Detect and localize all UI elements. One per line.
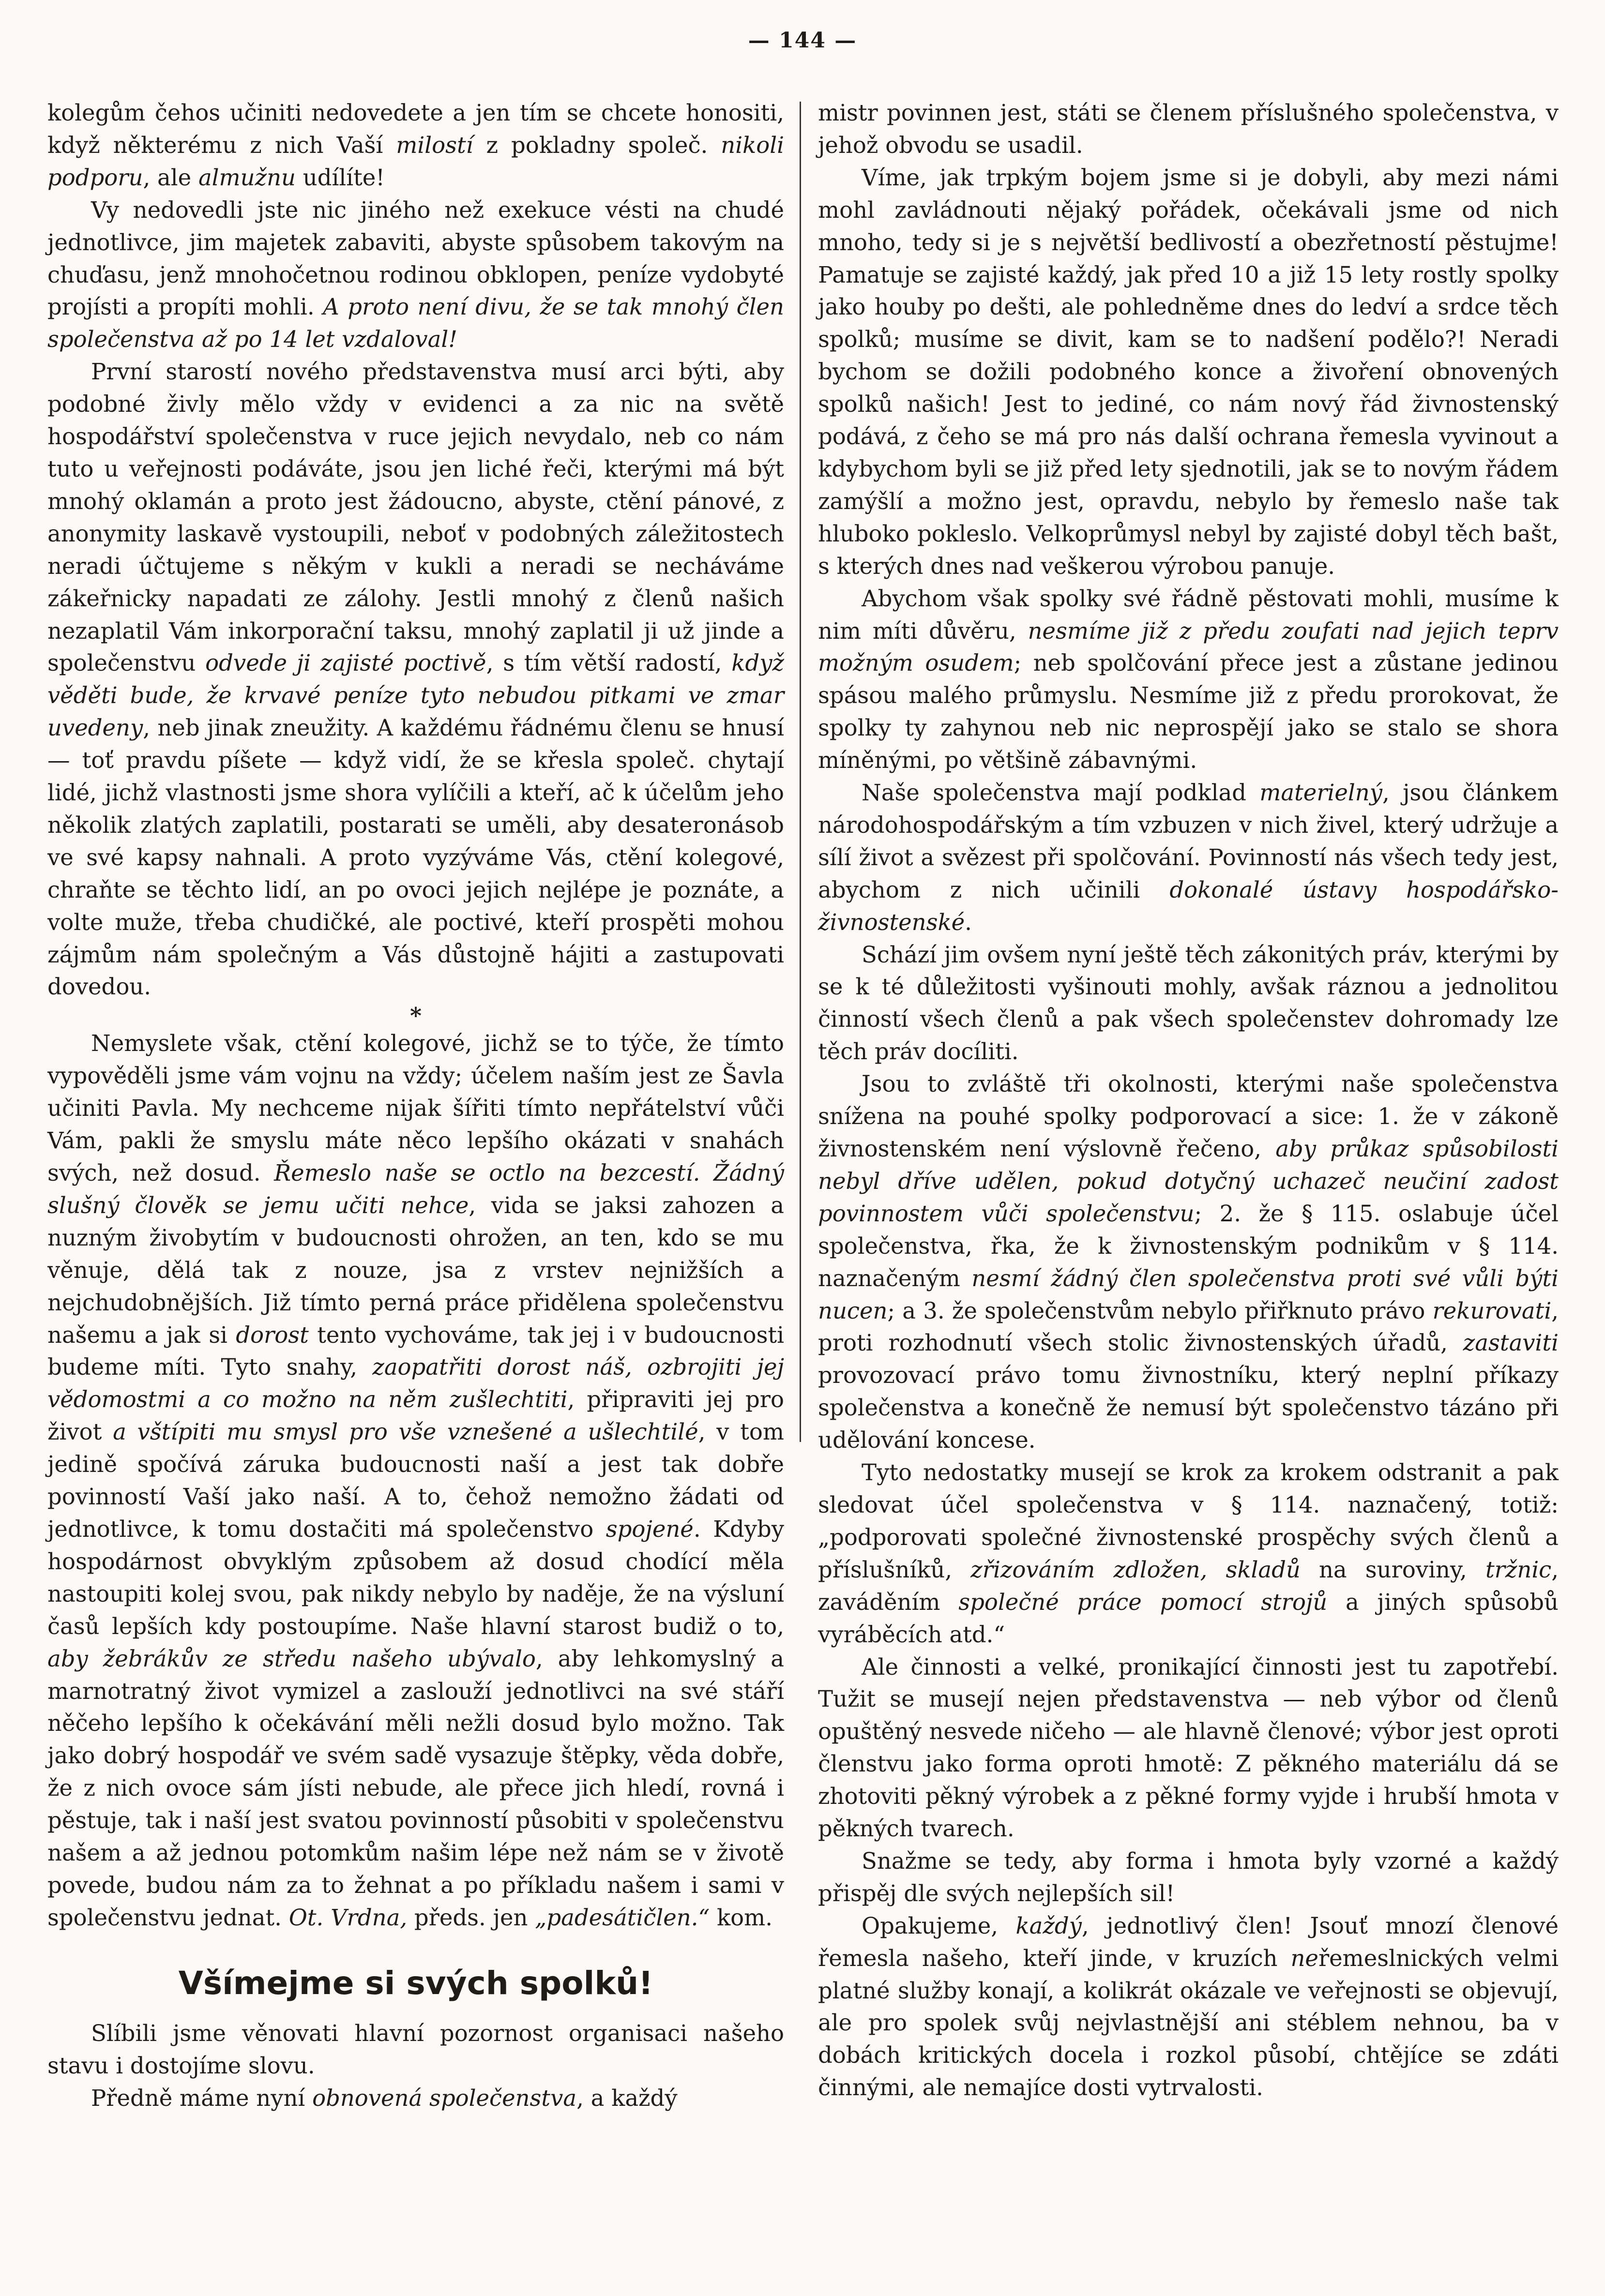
page-number: — 144 — [748,28,857,53]
paragraph: Vy nedovedli jste nic jiného než exekuce vésti na chudé jednotlivce, jim majetek zabaviti, abyste spůsobem takovým na chuďasu, jenž mnohočetnou rodinou obklopen, peníze vydobyté projísti a propíti mohli. A proto není divu, že se tak mnohý člen společenstva až po 14 let vzdaloval! [47,196,785,353]
paragraph: Slíbili jsme věnovati hlavní pozornost organisaci našeho stavu i dostojíme slovu. [47,2020,784,2079]
column-divider [800,102,801,1442]
section-separator-star: * [409,1003,422,1029]
paragraph: Snažme se tedy, aby forma i hmota byly vzorné a každý přispěj dle svých nejlepších sil! [818,1847,1559,1906]
left-column [47,97,784,2114]
paragraph: Ale činnosti a velké, pronikající činnosti jest tu zapotřebí. Tužit se musejí nejen představenstva — neb výbor od členů opuštěný nesvede ničeho — ale hlavně členové; výbor jest oproti členstvu jako forma oproti hmotě: Z pěkného materiálu dá se zhotoviti pěkný výrobek a z pěkné formy vyjde i hrubší hmota v pěkných tvarech. [818,1653,1559,1842]
paragraph: První starostí nového představenstva musí arci býti, aby podobné živly mělo vždy v evidenci a za nic na světě hospodářství společenstva v ruce jejich nevydalo, neb co nám tuto u veřejnosti podáváte, jsou jen liché řeči, kterými má být mnohý oklamán a proto jest žádoucno, abyste, ctění pánové, z anonymity laskavě vystoupili, neboť v podobných záležitostech neradi účtujeme s někým v kukli a neradi se necháváme zákeřnicky napadati ze zálohy. Jestli mnohý z členů našich nezaplatil Vám inkorporační taksu, mnohý zaplatil ji už jinde a společenstvu odvede ji zajisté poctivě, s tím větší radostí, když věděti bude, že krvavé peníze tyto nebudou pitkami ve zmar uvedeny, neb jinak zneužity. A každému řádnému členu se hnusí — toť pravdu píšete — když vidí, že se křesla společ. chytají lidé, jichž vlastnosti jsme shora vylíčili a kteří, ač k účelům jeho několik zlatých zaplatili, postarati se uměli, aby desateronásob ve své kapsy nahnali. A proto vyzýváme Vás, ctění kolegové, chraňte se těchto lidí, an po ovoci jejich nejlépe je poznáte, a volte muže, třeba chudičké, ale poctivé, kteří prospěti mohou zájmům nám společným a Vás důstojně hájiti a zastupovati dovedou. [47,359,784,1000]
section-heading: Všímejme si svých spolků! [178,1964,653,2002]
paragraph: Schází jim ovšem nyní ještě těch zákonitých práv, kterými by se k té důležitosti vyšinouti mohly, avšak ráznou a jednolitou činností všech členů a pak všech společenstev dohromady lze těch práv docíliti. [818,941,1559,1065]
paragraph: Předně máme nyní obnovená společenstva, a každý [91,2085,678,2111]
paragraph: mistr povinnen jest, státi se členem příslušného společenstva, v jehož obvodu se usadil. [818,100,1559,158]
right-column [818,97,1559,2104]
paragraph: Tyto nedostatky musejí se krok za krokem odstranit a pak sledovat účel společenstva v § 114. naznačený, totiž: „podporovati společné živnostenské prospěchy svých členů a příslušníků, zřizováním zdložen, skladů na suroviny, tržnic, zaváděním společné práce pomocí strojů a jiných spůsobů vyráběcích atd.“ [818,1459,1559,1648]
paragraph: Opakujeme, každý, jednotlivý člen! Jsouť mnozí členové řemesla našeho, kteří jinde, v kruzích neřemeslnických velmi platné služby konají, a kolikrát okázale ve veřejnosti se objevují, ale pro spolek svůj nejvlastnější ani stéblem nehnou, ba v dobách kritických docela i rozkol působí, chtějíce se zdáti činnými, ale nemajíce dosti vytrvalosti. [818,1912,1559,2101]
paragraph: Nemyslete však, ctění kolegové, jichž se to týče, že tímto vypověděli jsme vám vojnu na vždy; účelem naším jest ze Šavla učiniti Pavla. My nechceme nijak šířiti tímto nepřátelství vůči Vám, pakli že smyslu máte něco lepšího okázati v snahách svých, než dosud. Řemeslo naše se octlo na bezcestí. Žádný slušný člověk se jemu učiti nehce, vida se jaksi zahozen a nuzným živobytím v budoucnosti ohrožen, an ten, kdo se mu věnuje, dělá tak z nouze, jsa z vrstev nejnižších a nejchudobnějších. Již tímto perná práce přidělena společenstvu našemu a jak si dorost tento vychováme, tak jej i v budoucnosti budeme míti. Tyto snahy, zaopatřiti dorost náš, ozbrojiti jej vědomostmi a co možno na něm zušlechtiti, připraviti jej pro život a vštípiti mu smysl pro vše vznešené a ušlechtilé, v tom jedině spočívá záruka budoucnosti naší a jest tak dobře povinností Vaší jako naší. A to, čehož nemožno žádati od jednotlivce, k tomu dostačiti má společenstvo spojené. Kdyby hospodárnost obvyklým způsobem až dosud chodící měla nastoupiti kolej svou, pak nikdy nebylo by naděje, že na výsluní časů lepších kdy postoupíme. Naše hlavní starost budiž o to, aby žebrákův ze středu našeho ubývalo, aby lehkomyslný a marnotratný život vymizel a zaslouží jednotlivci na své stáří něčeho lepšího k očekávání měli nežli dosud bylo možno. Tak jako dobrý hospodář ve svém sadě vysazuje štěpky, věda dobře, že z nich ovoce sám jísti nebude, ale přece jich hledí, rovná i pěstuje, tak i naší jest svatou povinností působiti v společenstvu našem a až jednou potomkům našim lépe než nám se v životě povede, budou nám za to žehnat a po příkladu našem i sami v společenstvu jednat. Ot. Vrdna, předs. jen „padesátičlen.“ kom. [47,1030,785,1931]
paragraph: Abychom však spolky své řádně pěstovati mohli, musíme k nim míti důvěru, nesmíme již z předu zoufati nad jejich teprv možným osudem; neb spolčování přece jest a zůstane jedinou spásou malého průmyslu. Nesmíme již z předu prorokovat, že spolky ty zahynou neb nic neprospějí jako se stalo se shora míněnými, po většině zábavnými. [818,585,1559,774]
paragraph: Jsou to zvláště tři okolnosti, kterými naše společenstva snížena na pouhé spolky podporovací a sice: 1. že v zákoně živnostenském není výslovně řečeno, aby průkaz spůsobilosti nebyl dříve udělen, pokud dotyčný uchazeč neučiní zadost povinnostem vůči společenstvu; 2. že § 115. oslabuje účel společenstva, řka, že k živnostenským podnikům v § 114. naznačeným nesmí žádný člen společenstva proti své vůli býti nucen; a 3. že společenstvům nebylo přiřknuto právo rekurovati, proti rozhodnutí všech stolic živnostenských úřadů, zastaviti provozovací právo tomu živnostníku, který neplní příkazy společenstva a konečně že nemusí být společenstvo tázáno při udělování koncese. [818,1071,1559,1454]
paragraph: kolegům čehos učiniti nedovedete a jen tím se chcete honositi, když některému z nich Vaší milostí z pokladny společ. nikoli podporu, ale almužnu udílíte! [47,100,784,191]
paragraph: Naše společenstva mají podklad materielný, jsou článkem národohospodářským a tím vzbuzen v nich živel, který udržuje a sílí život a svězest při spolčování. Povinností nás všech tedy jest, abychom z nich učinili dokonalé ústavy hospodářsko-živnostenské. [818,780,1559,935]
paragraph: Víme, jak trpkým bojem jsme si je dobyli, aby mezi námi mohl zavládnouti nějaký pořádek, očekávali jsme od nich mnoho, tedy si je s největší bedlivostí a obezřetností pěstujme! Pamatuje se zajisté každý, jak před 10 a již 15 lety rostly spolky jako houby po dešti, ale pohledněme dnes do ledví a srdce těch spolků; musíme se divit, kam se to nadšení podělo?! Neradi bychom se dožili podobného konce a živoření obnovených spolků našich! Jest to jediné, co nám nový řád živnostenský podává, z čeho se má pro nás další ochrana řemesla vyvinout a kdybychom byli se již před lety sjednotili, jak se to novým řádem zamýšlí a možno jest, opravdu, nebylo by řemeslo naše tak hluboko pokleslo. Velkoprůmysl nebyl by zajisté dobyl těch bašt, s kterých dnes nad veškerou výrobou panuje. [818,164,1559,579]
